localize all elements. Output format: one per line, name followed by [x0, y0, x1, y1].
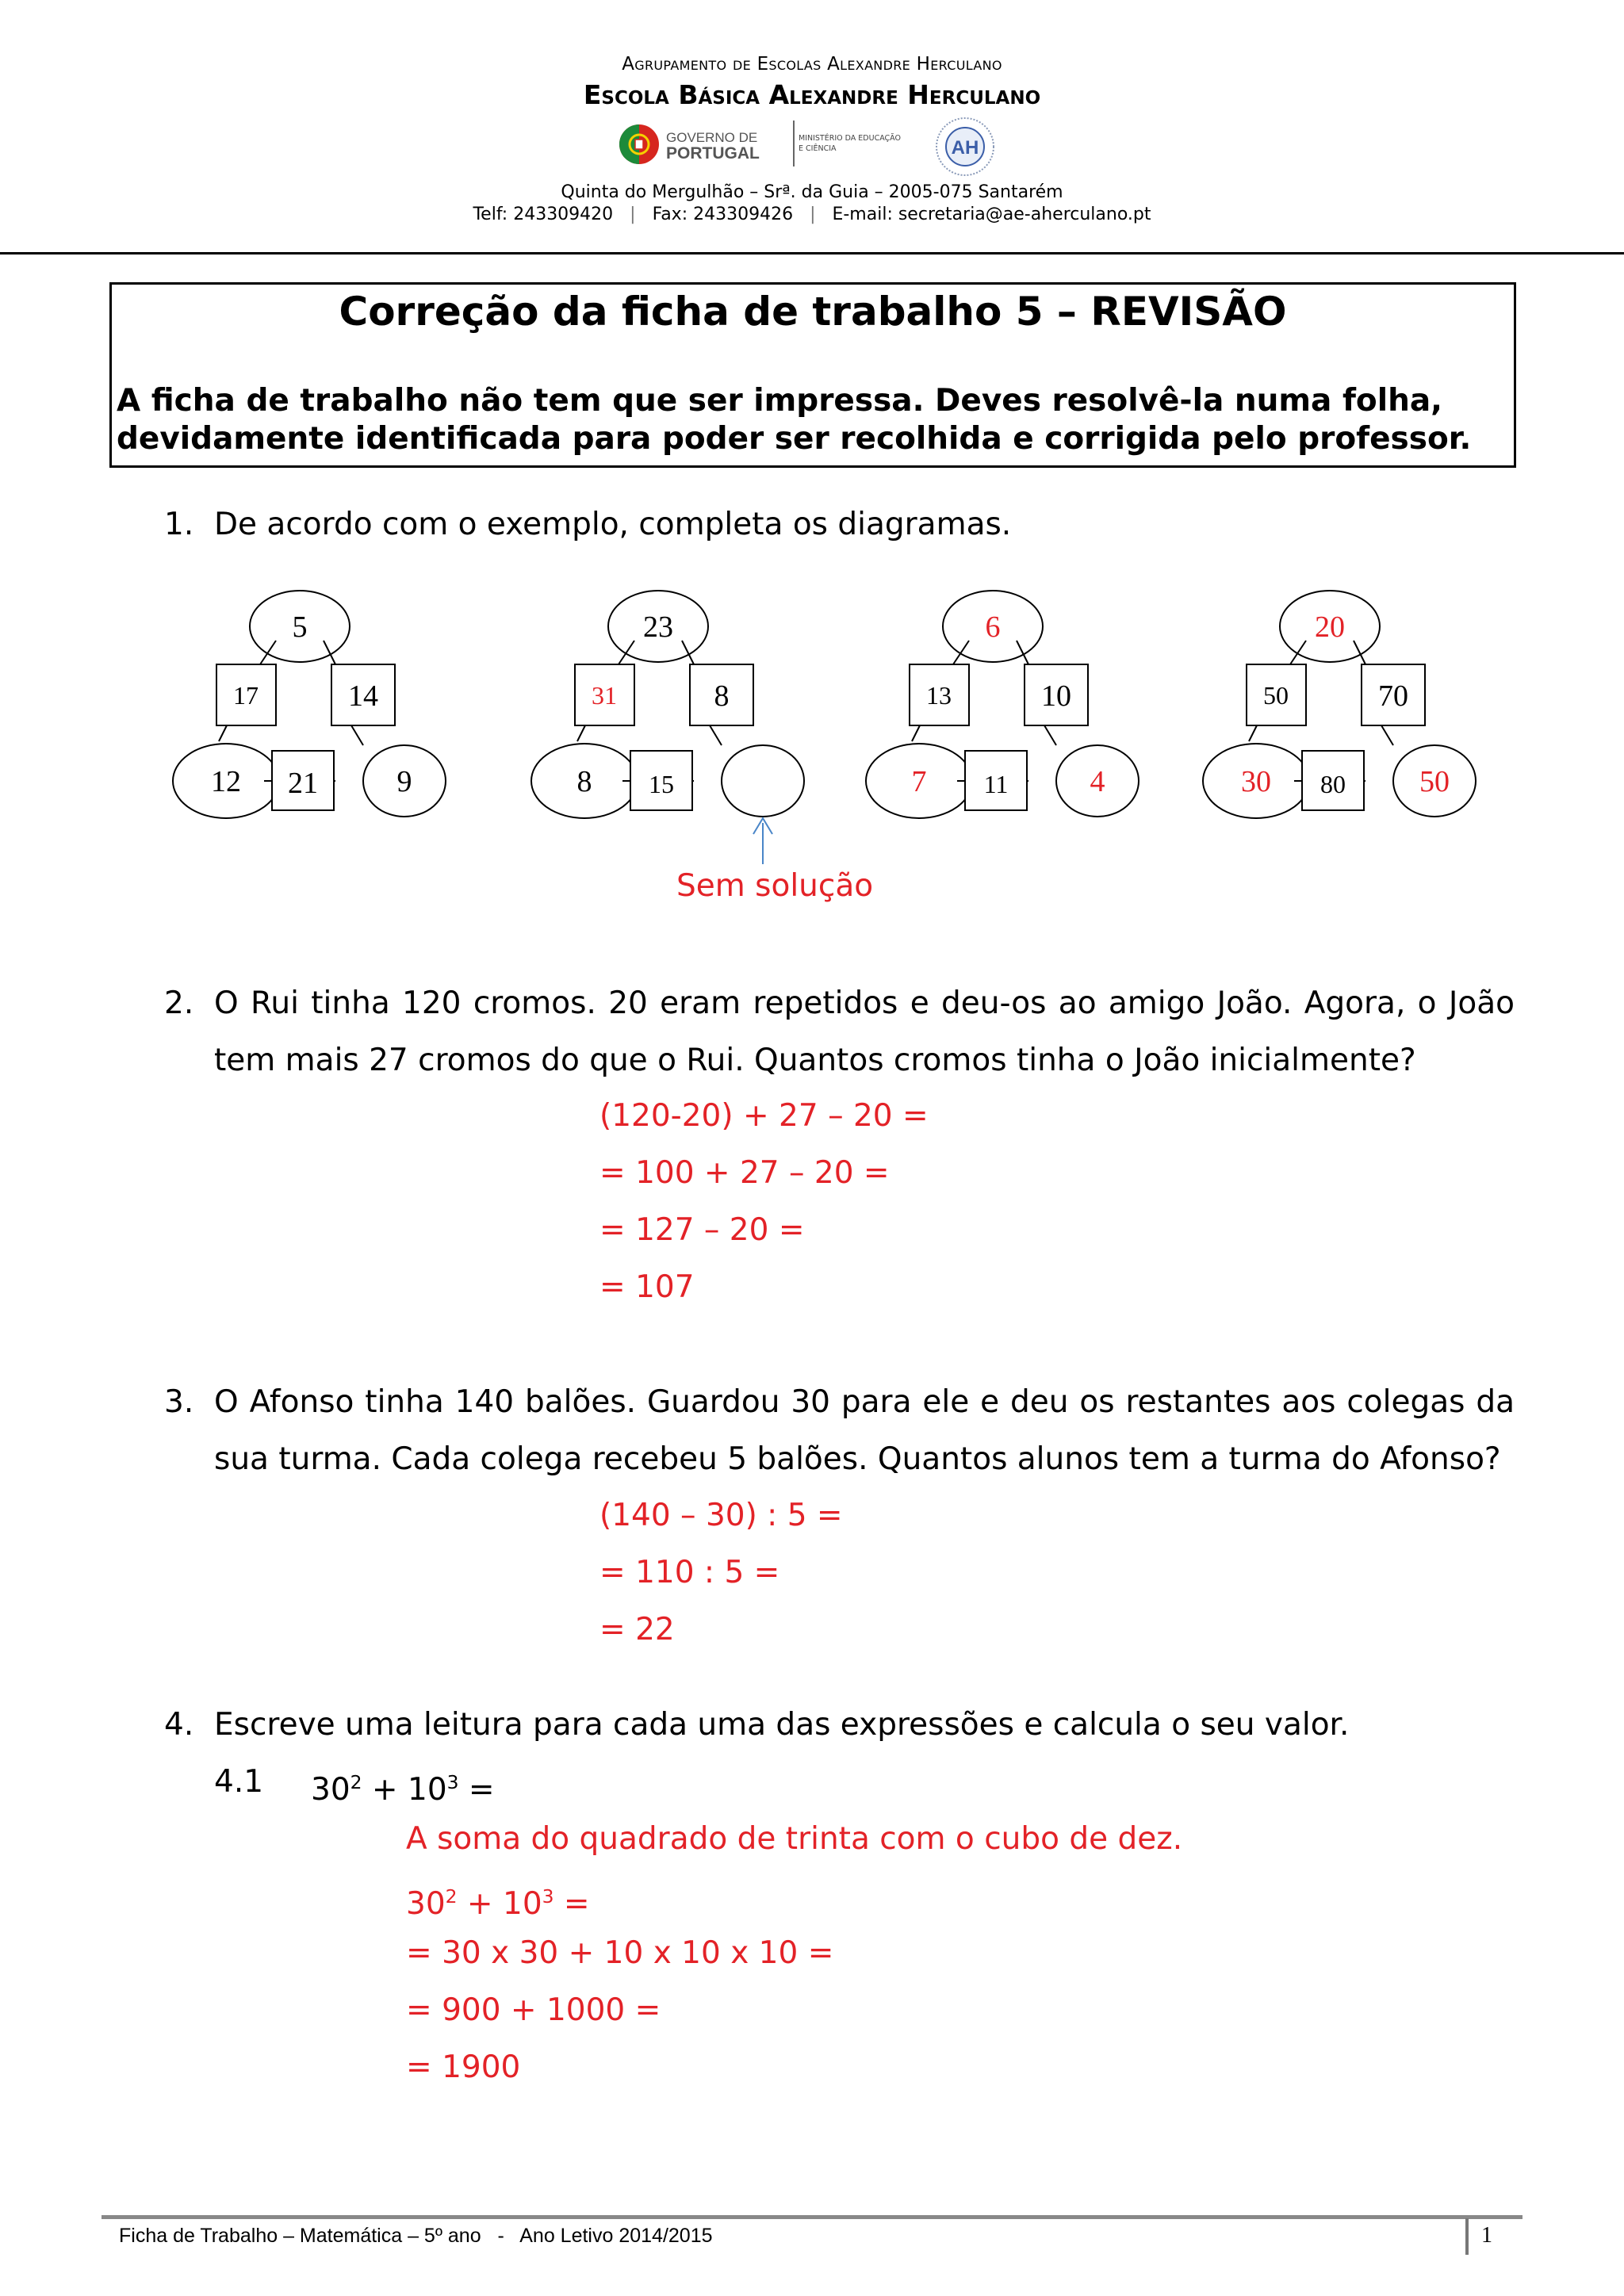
- school-address: Quinta do Mergulhão – Srª. da Guia – 2005-075 Santarém: [561, 182, 1063, 202]
- connector-line: [260, 641, 276, 664]
- expr-exponent-2: 3: [542, 1885, 554, 1908]
- q4-1-label: 4.1: [214, 1764, 264, 1800]
- expr-end: =: [553, 1886, 590, 1922]
- question-text: Escreve uma leitura para cada uma das expressões e calcula o seu valor.: [214, 1707, 1350, 1743]
- ministry-label: [799, 133, 901, 154]
- right-box-value: 70: [1378, 679, 1408, 713]
- q2-step-1: (120-20) + 27 – 20 =: [599, 1098, 929, 1134]
- right-box-value: 8: [714, 679, 730, 713]
- contact-separator: |: [619, 205, 647, 224]
- school-seal-icon: [934, 116, 996, 178]
- bottom-value: 15: [649, 770, 674, 798]
- left-box-value: 50: [1263, 681, 1289, 710]
- question-number: 2.: [164, 985, 194, 1021]
- governo-de-portugal-logo: [619, 121, 789, 168]
- ministry-line-1: MINISTÉRIO DA EDUCAÇÃO: [799, 134, 901, 143]
- connector-line: [1381, 725, 1393, 745]
- worksheet-note: A ficha de trabalho não tem que ser impressa. Deves resolvê-la numa folha, devidamente identificada para poder ser recolhida e corrigida pelo professor.: [117, 383, 1472, 457]
- school-seal-logo: [934, 116, 996, 178]
- question-text: O Rui tinha 120 cromos. 20 eram repetidos e deu-os ao amigo João. Agora, o João tem mais 27 cromos do que o Rui. Quantos cromos tinha o João inicialmente?: [214, 985, 1515, 1078]
- left-box-value: 17: [233, 681, 259, 710]
- footer-divider: [102, 2215, 1522, 2219]
- right-box-value: 10: [1041, 679, 1071, 713]
- svg-text:AH: AH: [951, 137, 979, 159]
- right-value: 50: [1419, 765, 1450, 798]
- email: E-mail: secretaria@ae-aherculano.pt: [832, 205, 1151, 224]
- footer-text: Ficha de Trabalho – Matemática – 5º ano - Ano Letivo 2014/2015: [119, 2225, 713, 2247]
- connector-line: [1290, 641, 1306, 664]
- right-value: 4: [1090, 765, 1105, 798]
- right-ellipse: [722, 745, 804, 817]
- bottom-value: 11: [983, 770, 1009, 798]
- school-name: [0, 79, 1624, 110]
- question-number: 3.: [164, 1384, 194, 1420]
- question-number: 1.: [164, 507, 194, 542]
- q4-1-step-2: = 900 + 1000 =: [406, 1992, 661, 2028]
- right-value: 9: [396, 765, 412, 798]
- page-number-bar: [1465, 2218, 1469, 2255]
- q2-step-4: = 107: [599, 1269, 695, 1305]
- number-diagrams: [0, 571, 1624, 872]
- top-value: 5: [292, 610, 308, 644]
- connector-line: [953, 641, 969, 664]
- connector-line: [351, 725, 363, 745]
- school-group-text: Agrupamento de Escolas Alexandre Herculano: [622, 54, 1002, 75]
- header-divider: [0, 252, 1624, 254]
- expr-exponent-1: 2: [445, 1885, 458, 1908]
- question-number: 4.: [164, 1707, 194, 1743]
- q2-step-2: = 100 + 27 – 20 =: [599, 1155, 890, 1191]
- q4-1-expression: [311, 1763, 495, 1809]
- expr-exponent-2: 3: [446, 1771, 459, 1793]
- expr-end: =: [458, 1772, 495, 1808]
- q4-1-step-3: = 1900: [406, 2049, 521, 2085]
- connector-line: [577, 725, 585, 741]
- q2-step-3: = 127 – 20 =: [599, 1212, 805, 1248]
- diagrams-area: [0, 571, 1624, 872]
- portugal-shield-icon: [619, 121, 789, 168]
- ministry-line-2: E CIÊNCIA: [799, 144, 837, 153]
- no-solution-label: Sem solução: [676, 868, 874, 904]
- left-value: 7: [911, 765, 927, 798]
- q3-step-2: = 110 : 5 =: [599, 1555, 780, 1590]
- connector-line: [1044, 725, 1056, 745]
- right-box-value: 14: [348, 679, 378, 713]
- q4-1-expression-answer: [406, 1877, 590, 1923]
- school-name-text: Escola Básica Alexandre Herculano: [583, 79, 1041, 110]
- top-value: 23: [643, 610, 673, 644]
- q3-step-3: = 22: [599, 1612, 675, 1647]
- connector-line: [1249, 725, 1257, 741]
- left-box-value: 31: [592, 681, 617, 710]
- bottom-value: 21: [288, 767, 318, 800]
- svg-text:GOVERNO DE: GOVERNO DE: [666, 130, 758, 145]
- school-contacts: [0, 205, 1624, 224]
- question-text: O Afonso tinha 140 balões. Guardou 30 para ele e deu os restantes aos colegas da sua turma. Cada colega recebeu 5 balões. Quantos alunos tem a turma do Afonso?: [214, 1384, 1515, 1477]
- expr-base-1: 30: [311, 1772, 350, 1808]
- top-value: 20: [1315, 610, 1345, 644]
- svg-text:PORTUGAL: PORTUGAL: [666, 144, 760, 163]
- contact-separator: |: [799, 205, 827, 224]
- left-value: 30: [1241, 765, 1271, 798]
- expr-exponent-1: 2: [350, 1771, 362, 1793]
- school-group-name: [0, 54, 1624, 75]
- page-title: Correção da ficha de trabalho 5 – REVISÃO: [339, 289, 1287, 335]
- bottom-value: 80: [1320, 770, 1346, 798]
- question-text: De acordo com o exemplo, completa os diagramas.: [214, 507, 1012, 542]
- left-value: 12: [211, 765, 241, 798]
- connector-line: [710, 725, 722, 745]
- left-value: 8: [576, 765, 592, 798]
- connector-line: [912, 725, 920, 741]
- top-value: 6: [985, 610, 1001, 644]
- phone: Telf: 243309420: [473, 205, 614, 224]
- left-box-value: 13: [926, 681, 952, 710]
- q3-step-1: (140 – 30) : 5 =: [599, 1498, 843, 1533]
- q4-1-step-1: = 30 x 30 + 10 x 10 x 10 =: [406, 1935, 834, 1971]
- connector-line: [219, 725, 227, 741]
- expr-middle: + 10: [362, 1772, 447, 1808]
- q4-1-reading: A soma do quadrado de trinta com o cubo de dez.: [406, 1821, 1183, 1857]
- expr-middle: + 10: [457, 1886, 542, 1922]
- page-number: 1: [1481, 2223, 1492, 2248]
- logo-divider: [793, 121, 795, 166]
- fax: Fax: 243309426: [652, 205, 794, 224]
- expr-base-1: 30: [406, 1886, 446, 1922]
- connector-line: [619, 641, 634, 664]
